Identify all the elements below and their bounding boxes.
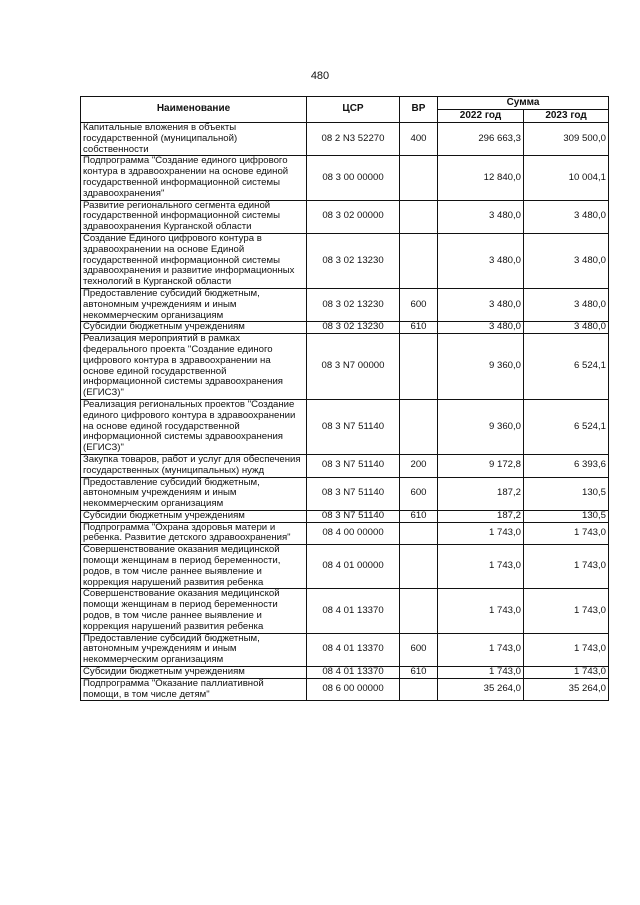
- row-name-cell: Закупка товаров, работ и услуг для обеспечения государственных (муниципальных) нужд: [81, 454, 307, 477]
- row-sum-2023-cell: 10 004,1: [524, 156, 609, 200]
- table-row: [81, 200, 609, 233]
- row-sum-2022-cell: 9 360,0: [438, 399, 524, 454]
- row-name-cell: Подпрограмма "Оказание паллиативной помощи, в том числе детям": [81, 678, 307, 701]
- row-name-cell: Совершенствование оказания медицинской помощи женщинам в период беременности родов, в том числе раннее выявление и коррекция нарушений развития ребенка: [81, 589, 307, 633]
- row-name-cell: Создание Единого цифрового контура в здравоохранении на основе Единой государственной информационной системы здравоохранения и развитие информационных технологий в Курганской области: [81, 233, 307, 288]
- table-row: [81, 667, 609, 679]
- row-sum-2023-cell: 6 524,1: [524, 399, 609, 454]
- table-row: [81, 545, 609, 589]
- table-row: [81, 322, 609, 334]
- row-sum-2022-cell: 1 743,0: [438, 522, 524, 545]
- row-sum-2023-cell: 3 480,0: [524, 288, 609, 321]
- row-name-cell: Подпрограмма "Охрана здоровья матери и ребенка. Развитие детского здравоохранения": [81, 522, 307, 545]
- row-csr-cell: 08 4 01 13370: [307, 589, 400, 633]
- row-sum-2023-cell: 3 480,0: [524, 322, 609, 334]
- row-sum-2022-cell: 35 264,0: [438, 678, 524, 701]
- header-name: Наименование: [81, 97, 307, 123]
- row-vr-cell: [400, 545, 438, 589]
- row-sum-2022-cell: 296 663,3: [438, 123, 524, 156]
- row-csr-cell: 08 3 02 13230: [307, 322, 400, 334]
- header-sum: Сумма: [438, 97, 609, 110]
- row-sum-2022-cell: 3 480,0: [438, 288, 524, 321]
- row-vr-cell: 400: [400, 123, 438, 156]
- row-vr-cell: [400, 200, 438, 233]
- row-sum-2022-cell: 1 743,0: [438, 545, 524, 589]
- header-year-2023: 2023 год: [524, 110, 609, 123]
- row-sum-2022-cell: 1 743,0: [438, 633, 524, 666]
- header-vr: ВР: [400, 97, 438, 123]
- row-vr-cell: 600: [400, 477, 438, 510]
- row-csr-cell: 08 6 00 00000: [307, 678, 400, 701]
- row-sum-2023-cell: 1 743,0: [524, 522, 609, 545]
- row-name-cell: Предоставление субсидий бюджетным, автономным учреждениям и иным некоммерческим организациям: [81, 633, 307, 666]
- row-vr-cell: 610: [400, 667, 438, 679]
- row-csr-cell: 08 4 01 13370: [307, 633, 400, 666]
- row-sum-2022-cell: 1 743,0: [438, 667, 524, 679]
- row-csr-cell: 08 4 01 13370: [307, 667, 400, 679]
- row-sum-2023-cell: 3 480,0: [524, 233, 609, 288]
- row-sum-2023-cell: 6 393,6: [524, 454, 609, 477]
- row-name-cell: Субсидии бюджетным учреждениям: [81, 322, 307, 334]
- row-name-cell: Подпрограмма "Создание единого цифрового контура в здравоохранении на основе единой государственной информационной системы здравоохранения": [81, 156, 307, 200]
- table-row: [81, 633, 609, 666]
- table-row: [81, 288, 609, 321]
- table-header: [81, 97, 609, 123]
- row-sum-2022-cell: 3 480,0: [438, 200, 524, 233]
- table-row: [81, 334, 609, 400]
- row-csr-cell: 08 3 00 00000: [307, 156, 400, 200]
- row-sum-2022-cell: 3 480,0: [438, 322, 524, 334]
- row-sum-2022-cell: 9 172,8: [438, 454, 524, 477]
- table-row: [81, 510, 609, 522]
- row-sum-2023-cell: 130,5: [524, 510, 609, 522]
- table-row: [81, 589, 609, 633]
- row-vr-cell: [400, 589, 438, 633]
- header-csr: ЦСР: [307, 97, 400, 123]
- row-sum-2022-cell: 1 743,0: [438, 589, 524, 633]
- row-name-cell: Предоставление субсидий бюджетным, автономным учреждениям и иным некоммерческим организациям: [81, 477, 307, 510]
- row-name-cell: Предоставление субсидий бюджетным, автономным учреждениям и иным некоммерческим организациям: [81, 288, 307, 321]
- row-vr-cell: [400, 334, 438, 400]
- row-sum-2023-cell: 6 524,1: [524, 334, 609, 400]
- row-csr-cell: 08 2 N3 52270: [307, 123, 400, 156]
- row-csr-cell: 08 3 N7 51140: [307, 510, 400, 522]
- table-row: [81, 522, 609, 545]
- row-csr-cell: 08 3 N7 51140: [307, 477, 400, 510]
- header-year-2022: 2022 год: [438, 110, 524, 123]
- row-csr-cell: 08 4 00 00000: [307, 522, 400, 545]
- row-csr-cell: 08 3 02 13230: [307, 288, 400, 321]
- row-vr-cell: 610: [400, 322, 438, 334]
- table-row: [81, 233, 609, 288]
- row-vr-cell: [400, 156, 438, 200]
- row-sum-2023-cell: 3 480,0: [524, 200, 609, 233]
- row-vr-cell: [400, 522, 438, 545]
- row-name-cell: Субсидии бюджетным учреждениям: [81, 510, 307, 522]
- page-number: 480: [310, 70, 330, 82]
- row-vr-cell: 600: [400, 288, 438, 321]
- row-csr-cell: 08 4 01 00000: [307, 545, 400, 589]
- table-row: [81, 123, 609, 156]
- row-sum-2022-cell: 187,2: [438, 477, 524, 510]
- table-row: [81, 477, 609, 510]
- table-row: [81, 156, 609, 200]
- row-name-cell: Капитальные вложения в объекты государственной (муниципальной) собственности: [81, 123, 307, 156]
- budget-table: [80, 96, 609, 701]
- row-vr-cell: 600: [400, 633, 438, 666]
- row-vr-cell: [400, 233, 438, 288]
- row-name-cell: Совершенствование оказания медицинской помощи женщинам в период беременности, родов, в том числе раннее выявление и коррекция нарушений развития ребенка: [81, 545, 307, 589]
- row-csr-cell: 08 3 N7 51140: [307, 399, 400, 454]
- row-sum-2023-cell: 309 500,0: [524, 123, 609, 156]
- table-row: [81, 399, 609, 454]
- row-csr-cell: 08 3 02 00000: [307, 200, 400, 233]
- row-name-cell: Реализация региональных проектов "Создание единого цифрового контура в здравоохранении на основе единой государственной информационной системы здравоохранения (ЕГИСЗ)": [81, 399, 307, 454]
- row-vr-cell: [400, 399, 438, 454]
- row-sum-2023-cell: 1 743,0: [524, 667, 609, 679]
- row-sum-2022-cell: 3 480,0: [438, 233, 524, 288]
- row-sum-2023-cell: 1 743,0: [524, 589, 609, 633]
- row-csr-cell: 08 3 02 13230: [307, 233, 400, 288]
- row-sum-2022-cell: 9 360,0: [438, 334, 524, 400]
- row-name-cell: Развитие регионального сегмента единой государственной информационной системы здравоохранения Курганской области: [81, 200, 307, 233]
- row-sum-2023-cell: 35 264,0: [524, 678, 609, 701]
- table-row: [81, 454, 609, 477]
- row-csr-cell: 08 3 N7 51140: [307, 454, 400, 477]
- row-sum-2023-cell: 1 743,0: [524, 633, 609, 666]
- row-sum-2022-cell: 12 840,0: [438, 156, 524, 200]
- row-vr-cell: 610: [400, 510, 438, 522]
- row-vr-cell: [400, 678, 438, 701]
- row-name-cell: Субсидии бюджетным учреждениям: [81, 667, 307, 679]
- row-sum-2023-cell: 1 743,0: [524, 545, 609, 589]
- table-row: [81, 678, 609, 701]
- row-sum-2023-cell: 130,5: [524, 477, 609, 510]
- row-csr-cell: 08 3 N7 00000: [307, 334, 400, 400]
- table-body: [81, 123, 609, 701]
- row-name-cell: Реализация мероприятий в рамках федерального проекта "Создание единого цифрового контура в здравоохранении на основе единой государственной информационной системы здравоохранения (ЕГИСЗ)": [81, 334, 307, 400]
- row-sum-2022-cell: 187,2: [438, 510, 524, 522]
- row-vr-cell: 200: [400, 454, 438, 477]
